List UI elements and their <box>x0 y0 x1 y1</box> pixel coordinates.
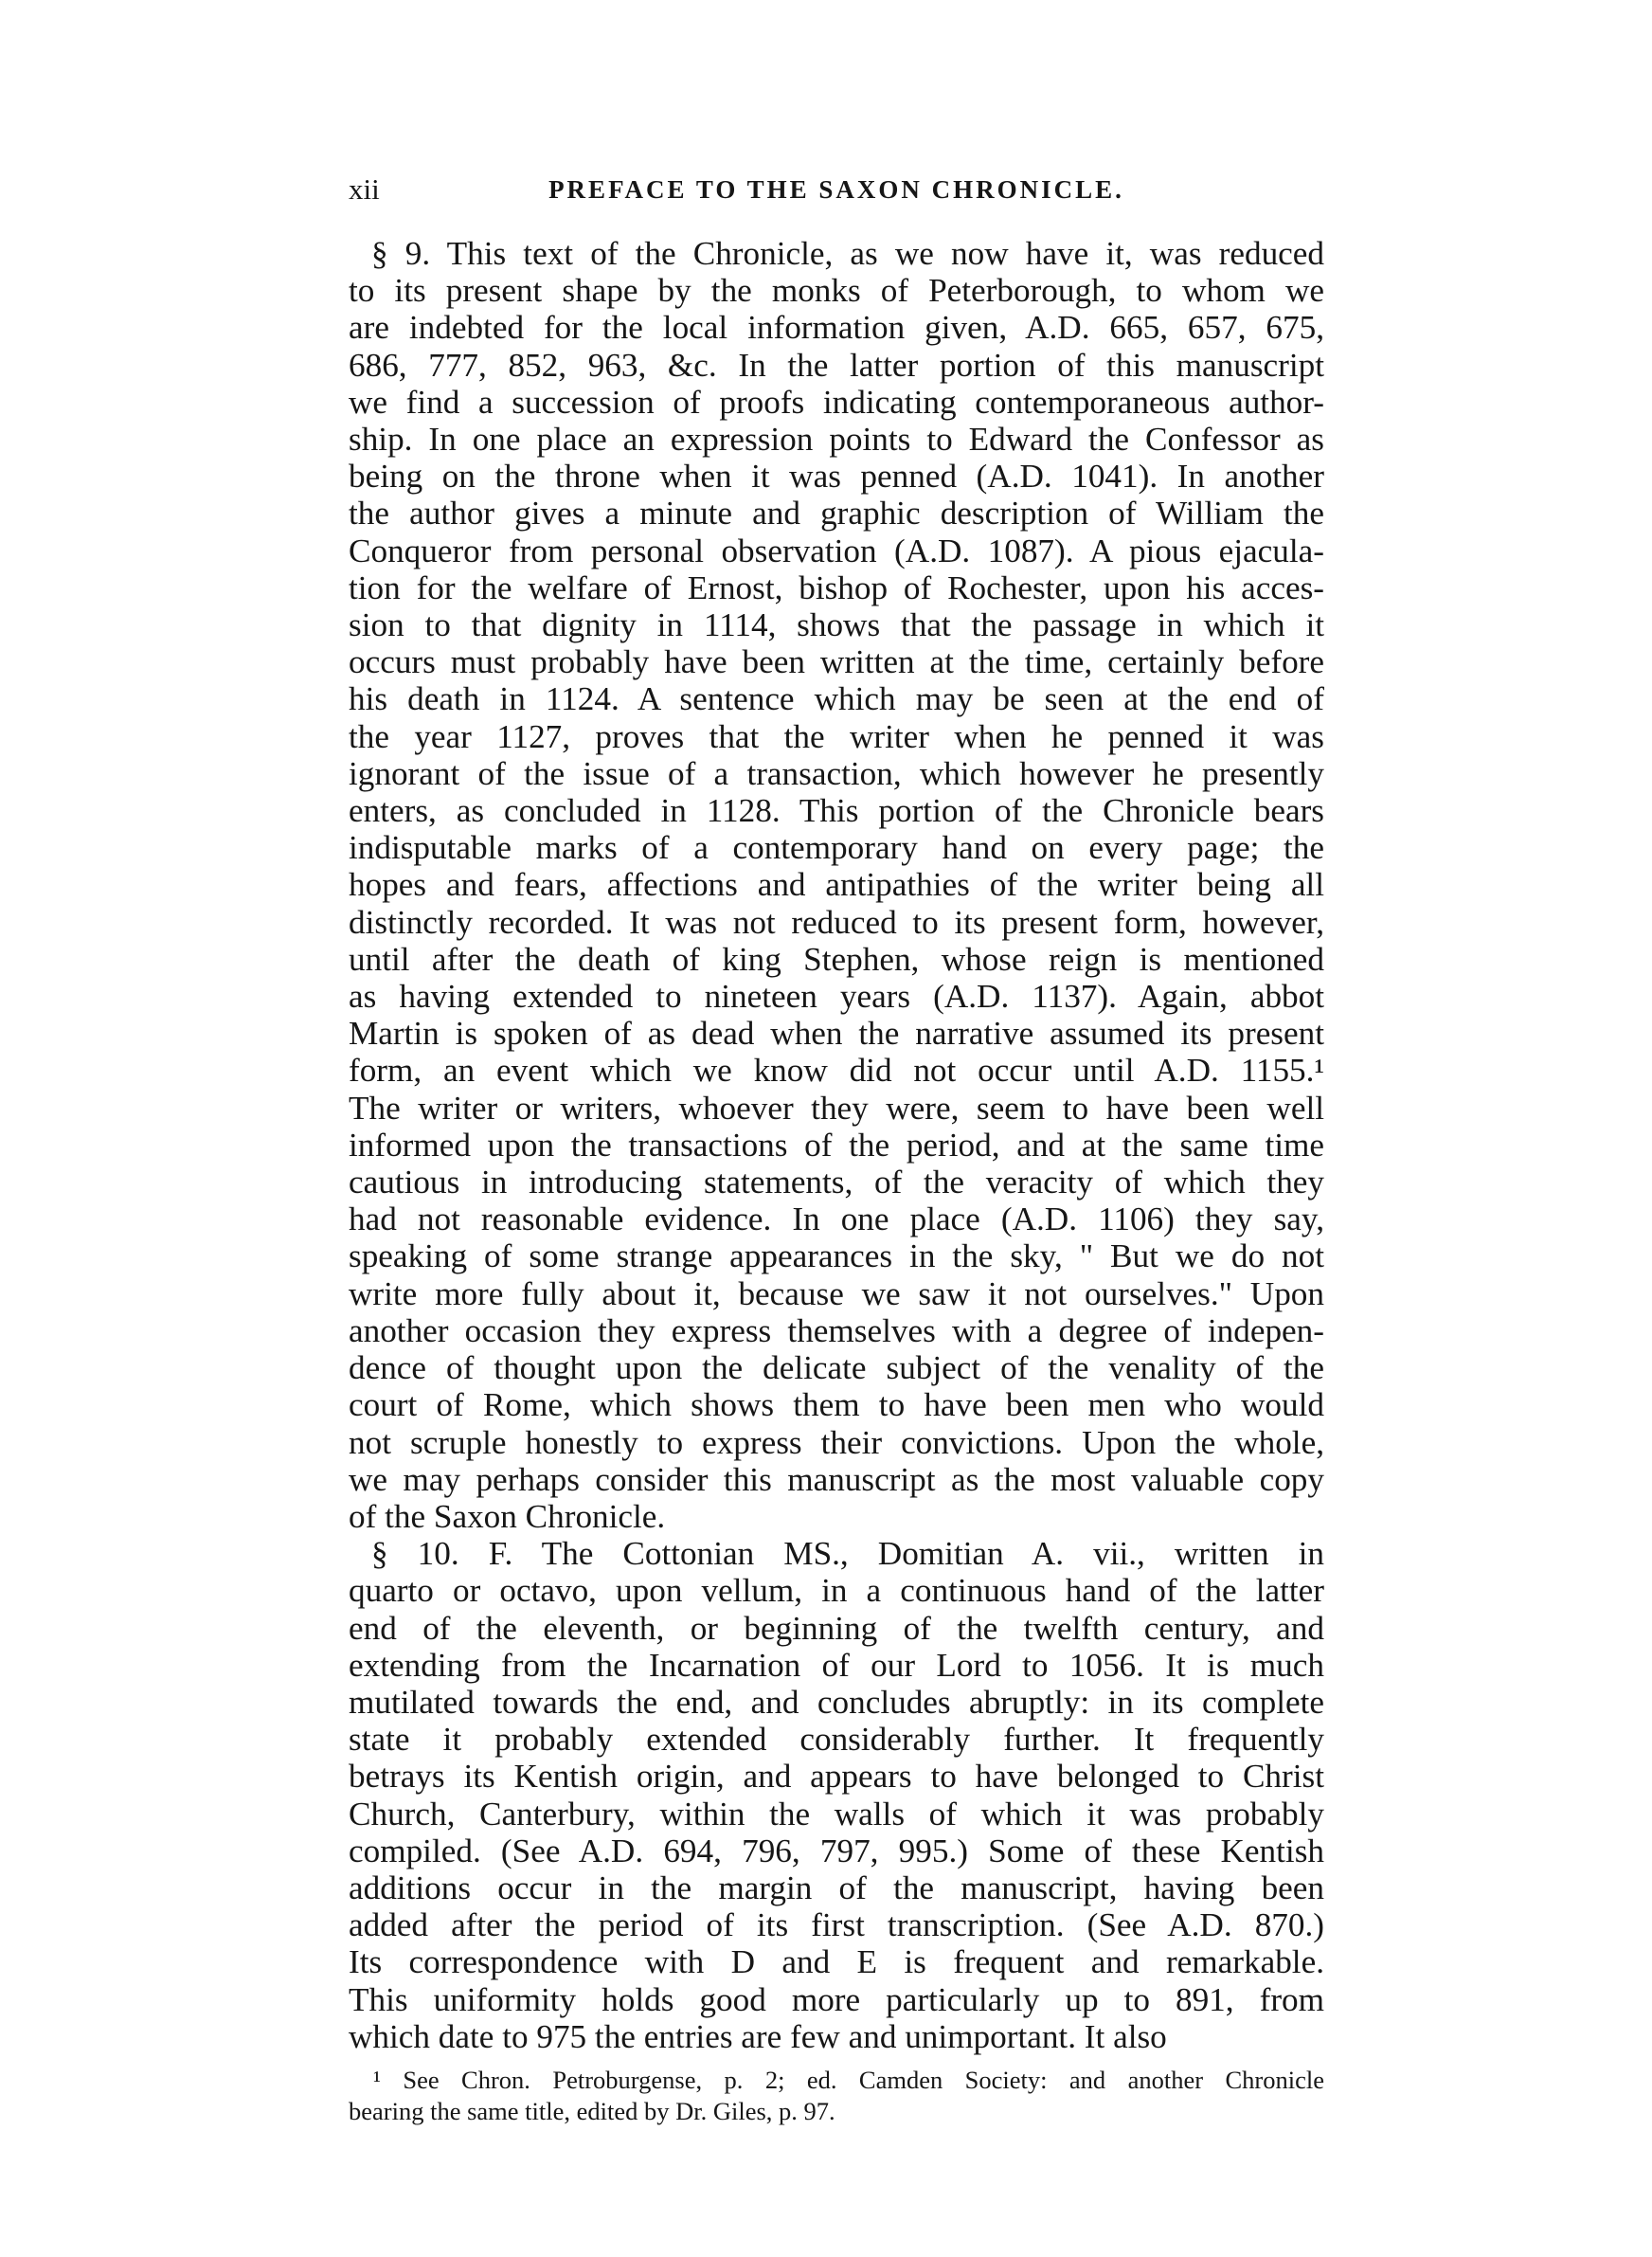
text-line: Church, Canterbury, within the walls of which it was probably <box>349 1795 1324 1833</box>
text-line: § 9. This text of the Chronicle, as we now have it, was reduced <box>371 235 1324 272</box>
text-line: of the Saxon Chronicle. <box>349 1497 666 1535</box>
text-line: speaking of some strange appearances in the sky, " But we do not <box>349 1237 1324 1275</box>
running-head <box>349 171 1324 208</box>
text-line: added after the period of its first transcription. (See A.D. 870.) <box>349 1906 1324 1944</box>
text-line: The writer or writers, whoever they were, seem to have been well <box>349 1089 1324 1127</box>
text-line: not scruple honestly to express their convictions. Upon the whole, <box>349 1423 1324 1461</box>
text-line: we find a succession of proofs indicating contemporaneous author- <box>349 383 1324 421</box>
text-line: occurs must probably have been written at the time, certainly before <box>349 643 1324 681</box>
section-9-paragraph <box>349 235 1324 1535</box>
text-line: informed upon the transactions of the period, and at the same time <box>349 1126 1324 1164</box>
running-title: PREFACE TO THE SAXON CHRONICLE. <box>548 175 1124 204</box>
page-number: xii <box>349 172 380 206</box>
text-line: distinctly recorded. It was not reduced to its present form, however, <box>349 903 1324 941</box>
text-line: sion to that dignity in 1114, shows that the passage in which it <box>349 606 1324 644</box>
text-line: mutilated towards the end, and concludes abruptly: in its complete <box>349 1683 1324 1721</box>
text-line: cautious in introducing statements, of the veracity of which they <box>349 1164 1324 1201</box>
text-line: Conqueror from personal observation (A.D. 1087). A pious ejacula- <box>349 532 1324 569</box>
text-line: Its correspondence with D and E is frequent and remarkable. <box>349 1943 1324 1981</box>
text-line: dence of thought upon the delicate subject of the venality of the <box>349 1349 1324 1387</box>
section-10-paragraph <box>349 1535 1324 2055</box>
text-line: ship. In one place an expression points to Edward the Confessor as <box>349 421 1324 459</box>
text-line: the author gives a minute and graphic description of William the <box>349 495 1324 533</box>
text-line: form, an event which we know did not occur until A.D. 1155.¹ <box>349 1052 1324 1090</box>
text-line: being on the throne when it was penned (A.D. 1041). In another <box>349 458 1324 496</box>
text-line: This uniformity holds good more particularly up to 891, from <box>349 1980 1324 2018</box>
text-line: ¹ See Chron. Petroburgense, p. 2; ed. Camden Society: and another Chronicle <box>373 2065 1324 2094</box>
text-line: indisputable marks of a contemporary hand on every page; the <box>349 829 1324 867</box>
text-line: extending from the Incarnation of our Lord to 1056. It is much <box>349 1646 1324 1684</box>
book-page <box>349 171 1324 2127</box>
text-line: enters, as concluded in 1128. This portion of the Chronicle bears <box>349 792 1324 830</box>
text-line: write more fully about it, because we saw it not ourselves." Upon <box>349 1274 1324 1312</box>
text-line: his death in 1124. A sentence which may be seen at the end of <box>349 680 1324 718</box>
text-line: ignorant of the issue of a transaction, which however he presently <box>349 754 1324 792</box>
text-line: as having extended to nineteen years (A.D. 1137). Again, abbot <box>349 978 1324 1016</box>
text-line: betrays its Kentish origin, and appears to have belonged to Christ <box>349 1758 1324 1796</box>
text-line: are indebted for the local information given, A.D. 665, 657, 675, <box>349 309 1324 347</box>
text-line: bearing the same title, edited by Dr. Giles, p. 97. <box>349 2096 835 2125</box>
text-line: Martin is spoken of as dead when the narrative assumed its present <box>349 1015 1324 1053</box>
text-line: compiled. (See A.D. 694, 796, 797, 995.) Some of these Kentish <box>349 1832 1324 1869</box>
text-line: quarto or octavo, upon vellum, in a continuous hand of the latter <box>349 1572 1324 1610</box>
footnote <box>349 2065 1324 2127</box>
text-line: court of Rome, which shows them to have been men who would <box>349 1386 1324 1424</box>
text-line: § 10. F. The Cottonian MS., Domitian A. vii., written in <box>371 1535 1324 1573</box>
text-line: state it probably extended considerably further. It frequently <box>349 1721 1324 1759</box>
text-line: the year 1127, proves that the writer when he penned it was <box>349 717 1324 755</box>
text-line: additions occur in the margin of the manuscript, having been <box>349 1869 1324 1906</box>
text-line: to its present shape by the monks of Peterborough, to whom we <box>349 272 1324 310</box>
text-line: had not reasonable evidence. In one place (A.D. 1106) they say, <box>349 1201 1324 1238</box>
text-line: tion for the welfare of Ernost, bishop of Rochester, upon his acces- <box>349 569 1324 606</box>
text-line: which date to 975 the entries are few and unimportant. It also <box>349 2017 1167 2055</box>
text-line: end of the eleventh, or beginning of the twelfth century, and <box>349 1609 1324 1647</box>
text-line: another occasion they express themselves with a degree of indepen- <box>349 1311 1324 1349</box>
text-line: 686, 777, 852, 963, &c. In the latter portion of this manuscript <box>349 346 1324 384</box>
text-line: hopes and fears, affections and antipathies of the writer being all <box>349 866 1324 904</box>
text-line: until after the death of king Stephen, whose reign is mentioned <box>349 940 1324 978</box>
text-line: we may perhaps consider this manuscript as the most valuable copy <box>349 1460 1324 1498</box>
